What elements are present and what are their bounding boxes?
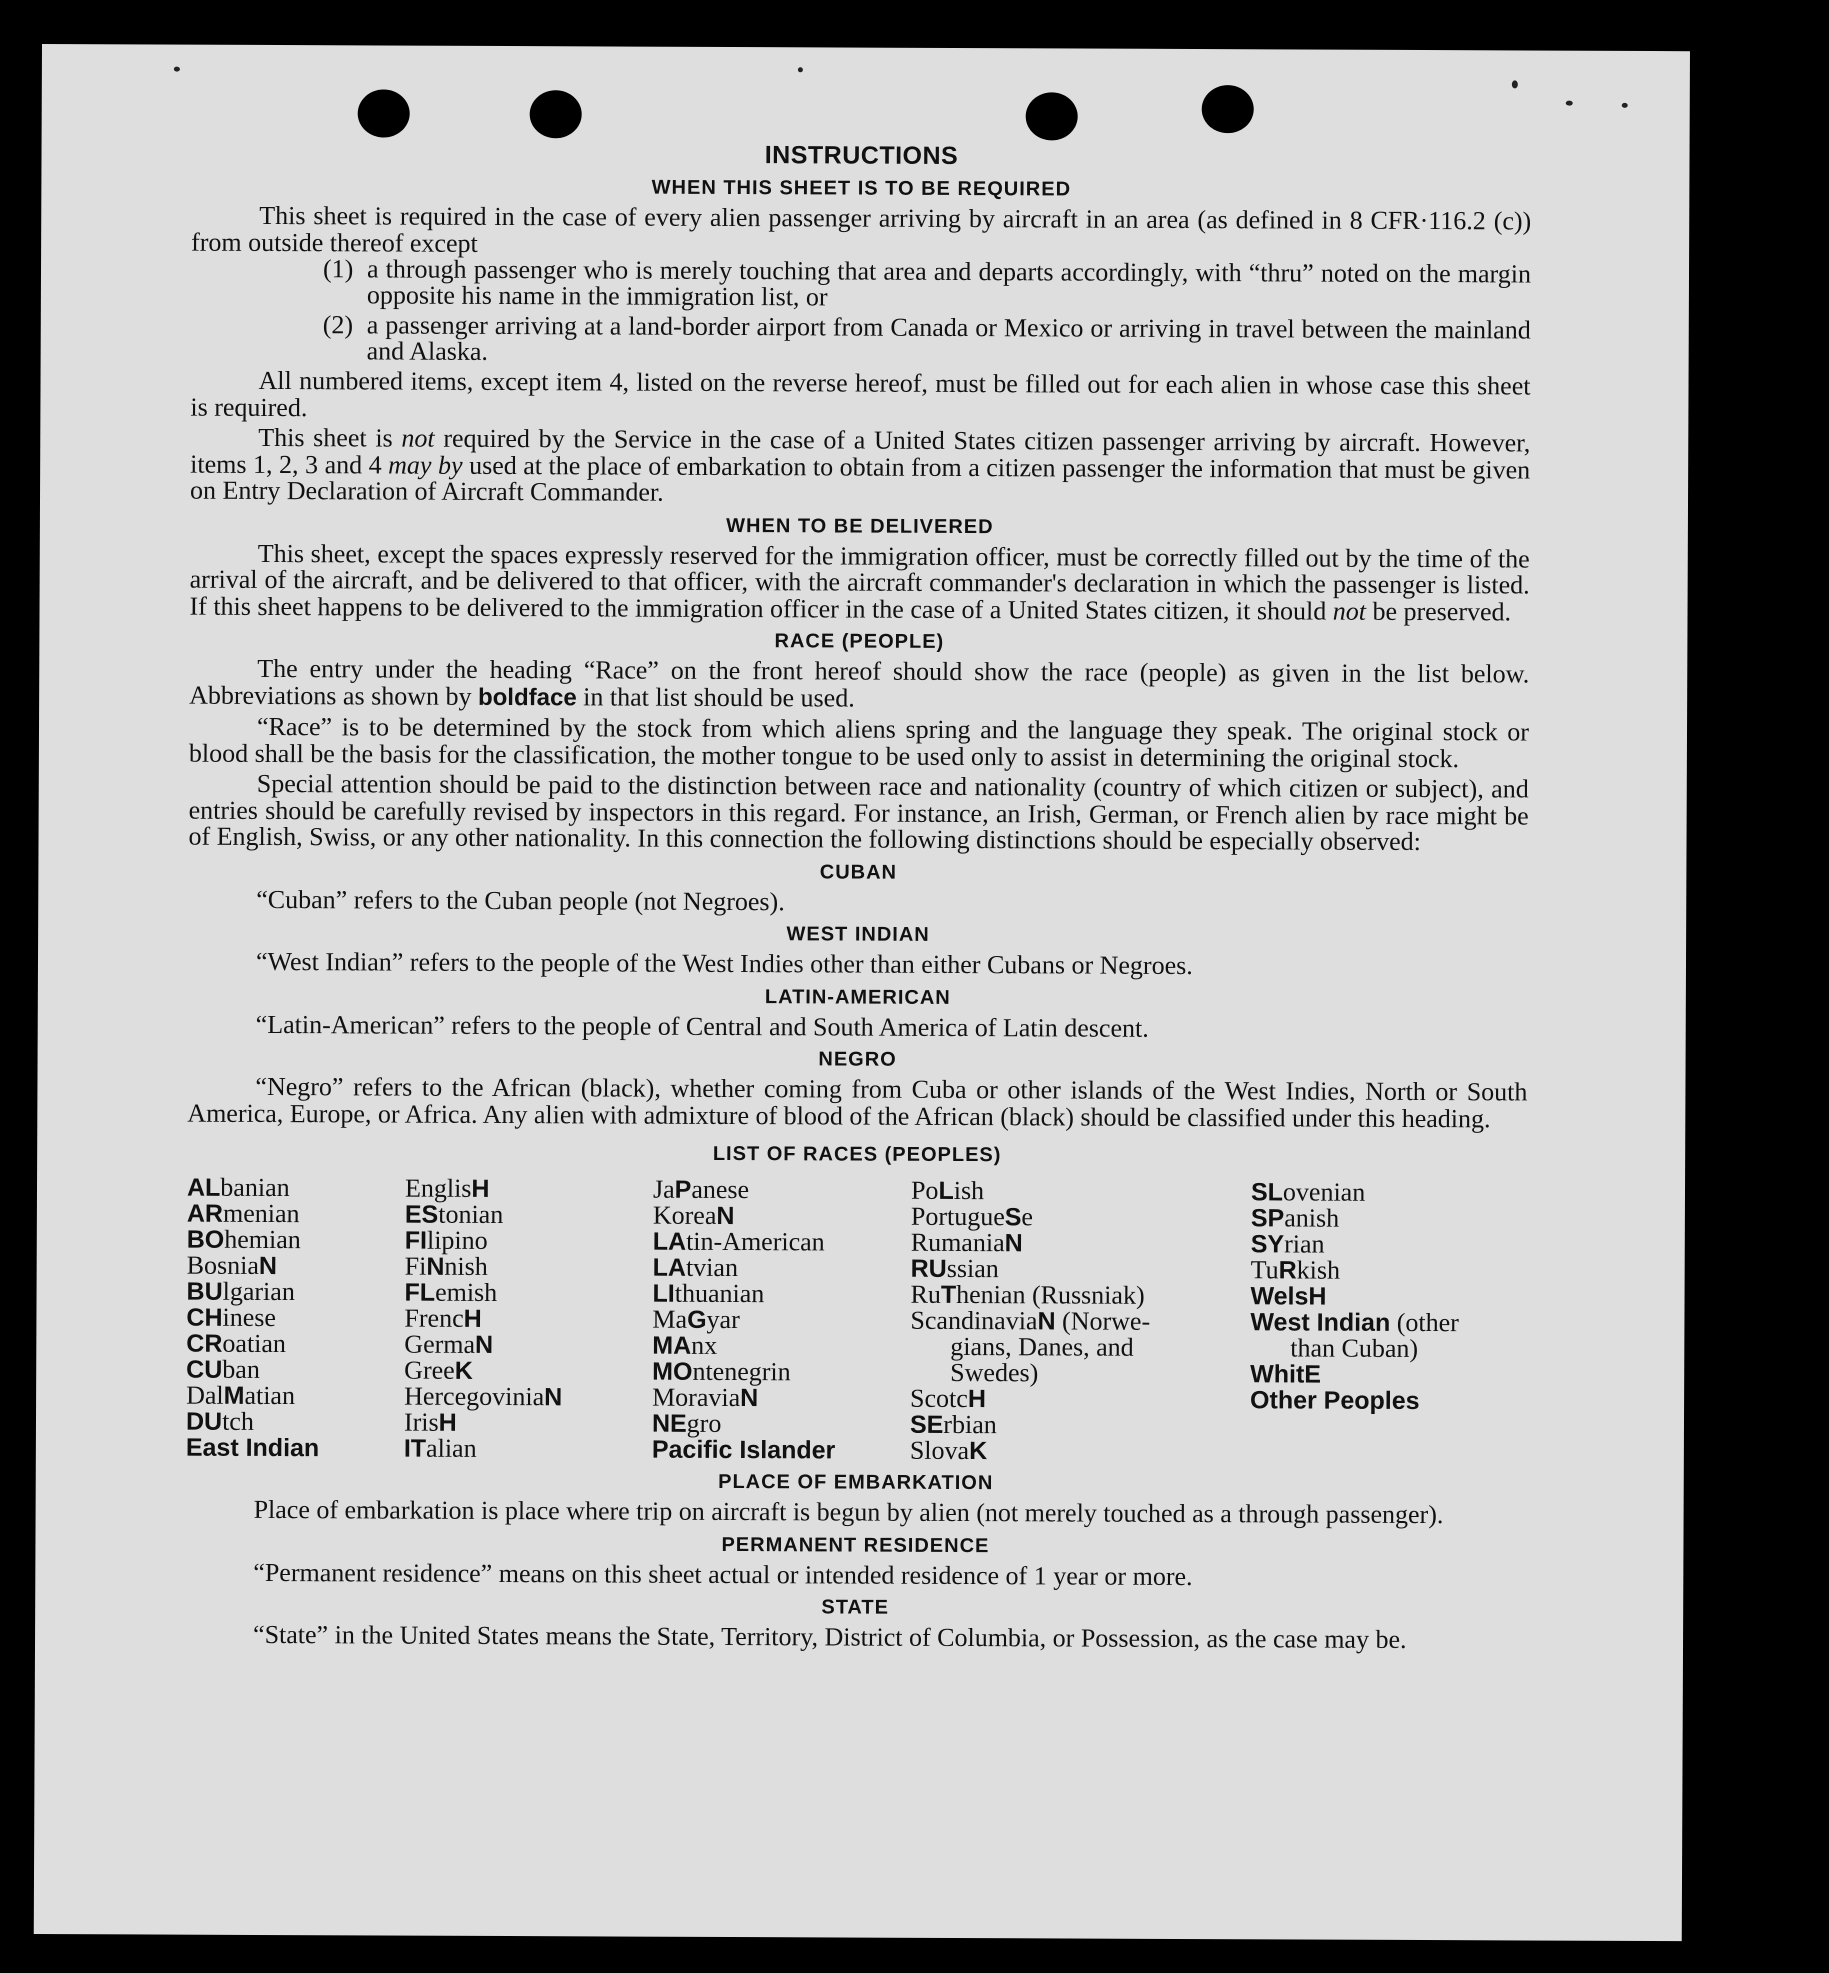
- race-entry: FrencH: [404, 1303, 482, 1333]
- race-column-4: [909, 1175, 1251, 1466]
- race-entry: SPanish: [1250, 1203, 1340, 1233]
- race-entry: TuRkish: [1250, 1255, 1341, 1285]
- race-entry: SLovenian: [1250, 1177, 1366, 1207]
- section-heading-cuban: CUBAN: [819, 860, 898, 884]
- race-entry: JaPanese: [652, 1174, 750, 1205]
- section-heading-state: STATE: [821, 1596, 890, 1619]
- state-definition: “State” in the United States means the State, Territory, District of Columbia, or Possession, as the case may be.: [252, 1619, 1407, 1654]
- race-entry: MAnx: [652, 1330, 718, 1360]
- race-entry: BosniaN: [186, 1250, 278, 1281]
- race-entry: BUlgarian: [186, 1276, 295, 1307]
- race-entry: RumaniaN: [910, 1227, 1023, 1258]
- section-heading-race: RACE (PEOPLE): [774, 630, 945, 653]
- race-entry: GermaN: [404, 1329, 494, 1359]
- race-column-1: [185, 1172, 405, 1463]
- exception-item-1: [323, 256, 1531, 313]
- race-entry: FLemish: [404, 1277, 498, 1307]
- race-entry: BOhemian: [186, 1224, 301, 1255]
- instructions-content: [185, 125, 1532, 1654]
- race-column-5: [1250, 1179, 1527, 1466]
- ink-speck: [174, 67, 180, 72]
- race-entry: EnglisH: [404, 1173, 490, 1203]
- race-column-2: [403, 1173, 653, 1463]
- race-entry: WelsH: [1250, 1282, 1327, 1311]
- race-entry: RuThenian (Russniak): [910, 1279, 1145, 1310]
- race-entry: ALbanian: [186, 1172, 290, 1203]
- race-entry: CRoatian: [186, 1328, 287, 1359]
- race-column-3: [651, 1174, 911, 1465]
- negro-definition: “Negro” refers to the African (black), whether coming from Cuba or other islands of the West Indies, North or South America, Europe, or Africa. Any alien with admixture of blood of the African (black) should be classified under this heading.: [187, 1071, 1528, 1133]
- list-of-races: [185, 1172, 1527, 1467]
- race-entry: DalMatian: [186, 1380, 296, 1411]
- race-entry: NEgro: [651, 1408, 722, 1438]
- race-entry: MOntenegrin: [652, 1356, 791, 1387]
- section-heading-negro: NEGRO: [818, 1048, 897, 1071]
- required-intro: This sheet is required in the case of every alien passenger arriving by aircraft in an area (as defined in 8 CFR·116.2 (c)) from outside thereof except: [191, 200, 1532, 258]
- race-entry: MoraviaN: [652, 1382, 759, 1413]
- embarkation-definition: Place of embarkation is place where trip on aircraft is begun by alien (not merely touched as a through passenger).: [253, 1494, 1444, 1530]
- document-page: [34, 44, 1690, 1941]
- race-entry: LIthuanian: [652, 1278, 765, 1309]
- item-text: a passenger arriving at a land-border airport from Canada or Mexico or arriving in travel between the mainland and Alaska.: [366, 310, 1531, 366]
- section-heading-west-indian: WEST INDIAN: [786, 923, 930, 946]
- race-entry: KoreaN: [652, 1200, 735, 1231]
- race-paragraph-3: Special attention should be paid to the distinction between race and nationality (country of which citizen or subject), and entries should be carefully revised by inspectors in this regard. For instance, an Irish, German, or French alien by race might be of English, Swiss, or any other nationality. In this connection the following distinctions should be especially observed:: [188, 768, 1529, 857]
- race-entry: East Indian: [185, 1433, 320, 1463]
- cuban-definition: “Cuban” refers to the Cuban people (not Negroes).: [256, 884, 785, 916]
- race-entry: PoLish: [910, 1175, 985, 1206]
- required-numbered-items-paragraph: All numbered items, except item 4, listed on the reverse hereof, must be filled out for each alien in whose case this sheet is required.: [190, 365, 1531, 422]
- west-indian-definition: “West Indian” refers to the people of the West Indies other than either Cubans or Negroes.: [255, 946, 1193, 981]
- race-entry: Swedes): [950, 1357, 1039, 1388]
- race-entry: DUtch: [185, 1406, 254, 1436]
- page-title: INSTRUCTIONS: [764, 141, 959, 170]
- ink-speck: [1566, 101, 1573, 106]
- section-heading-required: WHEN THIS SHEET IS TO BE REQUIRED: [651, 176, 1072, 201]
- item-text: a through passenger who is merely touching that area and departs accordingly, with “thru” noted on the margin opposite his name in the immigration list, or: [366, 254, 1532, 312]
- race-entry: ScandinaviaN (Norwe-: [910, 1305, 1151, 1336]
- item-number: (2): [322, 310, 354, 340]
- race-entry: MaGyar: [652, 1304, 740, 1335]
- race-entry: gians, Danes, and: [950, 1331, 1134, 1362]
- race-paragraph-1: The entry under the heading “Race” on the front hereof should show the race (people) as given in the list below. Abbreviations as shown by boldface in that list should be used.: [189, 653, 1530, 713]
- race-entry: Pacific Islander: [651, 1435, 836, 1465]
- race-entry: EStonian: [404, 1199, 504, 1230]
- section-heading-list-of-races: LIST OF RACES (PEOPLES): [712, 1142, 1002, 1167]
- race-entry: LAtin-American: [652, 1226, 825, 1257]
- ink-speck: [1622, 103, 1628, 108]
- exception-item-2: [323, 312, 1531, 369]
- race-entry: CHinese: [186, 1302, 277, 1333]
- item-number: (1): [322, 254, 354, 284]
- section-heading-latin-american: LATIN-AMERICAN: [764, 985, 951, 1009]
- race-entry: SlovaK: [909, 1435, 988, 1466]
- delivered-paragraph: This sheet, except the spaces expressly reserved for the immigration officer, must be correctly filled out by the time of the arrival of the aircraft, and be delivered to that officer, with the aircraft commander's declaration in which the passenger is listed. If this sheet happens to be delivered to the immigration officer in the case of a United States citizen, it should not be preserved.: [189, 538, 1530, 626]
- section-heading-permanent-residence: PERMANENT RESIDENCE: [721, 1533, 990, 1557]
- ink-speck: [798, 67, 803, 72]
- race-entry: LAtvian: [652, 1252, 739, 1283]
- section-heading-delivered: WHEN TO BE DELIVERED: [726, 514, 994, 538]
- race-entry: HercegoviniaN: [404, 1381, 563, 1412]
- race-entry: FIlipino: [404, 1225, 488, 1255]
- race-entry: RUssian: [910, 1253, 999, 1284]
- race-paragraph-2: “Race” is to be determined by the stock from which aliens spring and the language they speak. The original stock or blood shall be the basis for the classification, the mother tongue to be used only to assist in determining the original stock.: [188, 711, 1530, 773]
- race-entry: SErbian: [909, 1409, 997, 1440]
- race-entry: ITalian: [403, 1433, 477, 1463]
- race-entry: West Indian (other: [1250, 1307, 1459, 1338]
- race-entry: ARmenian: [186, 1198, 300, 1229]
- race-entry: ScotcH: [910, 1383, 986, 1414]
- race-entry: FiNnish: [404, 1251, 488, 1281]
- race-entry: CUban: [186, 1354, 260, 1384]
- race-entry: PortugueSe: [910, 1201, 1034, 1232]
- citizen-passenger-paragraph: This sheet is not required by the Service in the case of a United States citizen passenger arriving by aircraft. However, items 1, 2, 3 and 4 may by used at the place of embarkation to obtain from a citizen passenger the information that must be given on Entry Declaration of Aircraft Commander.: [189, 422, 1531, 507]
- section-heading-embarkation: PLACE OF EMBARKATION: [718, 1470, 994, 1495]
- punch-hole: [1202, 85, 1254, 133]
- ink-speck: [1512, 80, 1518, 88]
- race-entry: than Cuban): [1290, 1333, 1419, 1364]
- permanent-residence-definition: “Permanent residence” means on this sheet actual or intended residence of 1 year or more.: [253, 1557, 1193, 1591]
- race-entry: WhitE: [1250, 1360, 1322, 1389]
- race-entry: Other Peoples: [1250, 1386, 1420, 1416]
- latin-american-definition: “Latin-American” refers to the people of Central and South America of Latin descent.: [255, 1009, 1149, 1043]
- race-entry: SYrian: [1250, 1229, 1325, 1259]
- race-entry: IrisH: [403, 1407, 457, 1437]
- race-entry: GreeK: [404, 1355, 473, 1385]
